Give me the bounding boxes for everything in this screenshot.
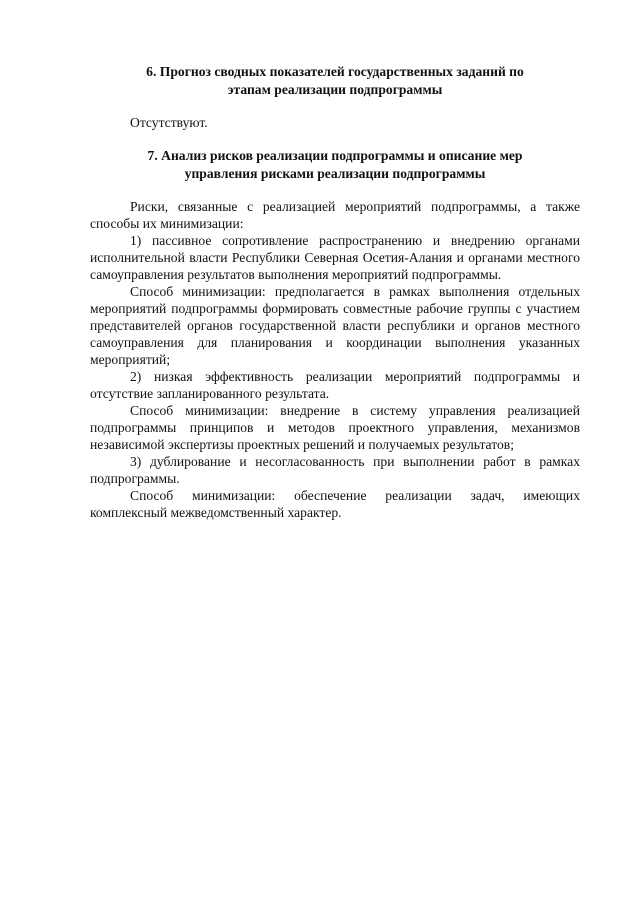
risk-1-paragraph: 1) пассивное сопротивление распространению и внедрению органами исполнительной власти Республики Северная Осетия-Алания и органами местного самоуправления результатов выполнения мероприятий подпрограммы. [90,233,580,282]
risk-2-mitigation-paragraph: Способ минимизации: внедрение в систему управления реализацией подпрограммы принципов и методов проектного управления, механизмов независимой экспертизы проектных решений и получаемых результатов; [90,403,580,452]
risk-3-paragraph: 3) дублирование и несогласованность при выполнении работ в рамках подпрограммы. [90,454,580,486]
risk-3-mitigation-paragraph: Способ минимизации: обеспечение реализации задач, имеющих комплексный межведомственный характер. [90,488,580,520]
risk-1-mitigation-paragraph: Способ минимизации: предполагается в рамках выполнения отдельных мероприятий подпрограммы формировать совместные рабочие группы с участием представителей органов государственной власти республики и органов местного самоуправления для планирования и координации выполнения указанных мероприятий; [90,284,580,367]
section-6-text: Отсутствуют. [130,115,208,130]
section-7-heading [90,147,580,183]
section-7-body [90,198,580,521]
section-6-heading [90,63,580,99]
section-7-heading-line-1: 7. Анализ рисков реализации подпрограммы и описание мер [147,148,523,163]
section-6-heading-line-2: этапам реализации подпрограммы [227,82,443,97]
risks-intro-paragraph: Риски, связанные с реализацией мероприятий подпрограммы, а также способы их минимизации: [90,199,580,231]
risk-2-paragraph: 2) низкая эффективность реализации мероприятий подпрограммы и отсутствие запланированного результата. [90,369,580,401]
section-6-heading-line-1: 6. Прогноз сводных показателей государственных заданий по [146,64,524,79]
section-7-heading-line-2: управления рисками реализации подпрограммы [184,166,486,181]
